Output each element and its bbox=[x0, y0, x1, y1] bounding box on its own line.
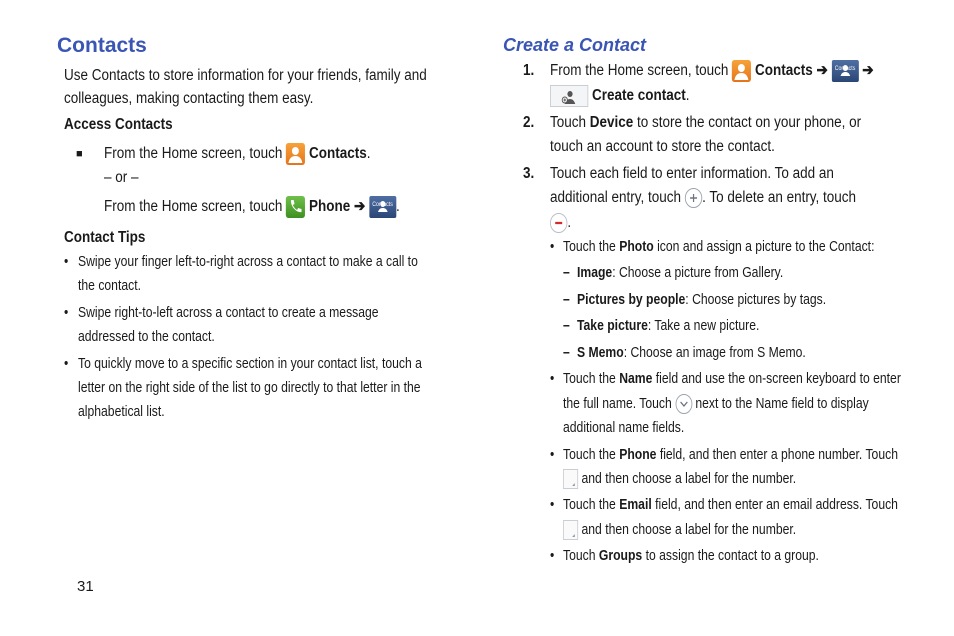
contacts-tab-icon: Contacts bbox=[369, 196, 396, 218]
tip-1-line-2: the contact. bbox=[78, 278, 141, 294]
intro-line-1: Use Contacts to store information for your friends, family and bbox=[64, 67, 427, 84]
photo-bullet: Touch the Photo icon and assign a picture to the Contact: bbox=[563, 239, 875, 255]
access-step-1: From the Home screen, touch Contacts. bbox=[104, 142, 370, 166]
contacts-app-icon bbox=[732, 60, 751, 82]
step-1-line-2: Create contact. bbox=[550, 84, 689, 108]
tips-heading: Contact Tips bbox=[64, 229, 146, 246]
dash: – bbox=[563, 292, 570, 308]
access-heading: Access Contacts bbox=[64, 116, 173, 133]
add-entry-icon bbox=[685, 188, 702, 208]
step-3-line-2: additional entry, touch . To delete an entry, touch bbox=[550, 189, 857, 206]
email-bullet-line-1: Touch the Email field, and then enter an email address. Touch bbox=[563, 497, 898, 513]
add-contact-icon bbox=[550, 85, 588, 107]
arrow-icon: ➔ bbox=[816, 62, 828, 79]
name-bullet-line-3: additional name fields. bbox=[563, 420, 685, 436]
tip-3-line-1: To quickly move to a specific section in your contact list, touch a bbox=[78, 356, 422, 372]
tip-1-line-1: Swipe your finger left-to-right across a contact to make a call to bbox=[78, 254, 418, 270]
step-3-number: 3. bbox=[523, 165, 535, 182]
tip-3-line-3: alphabetical list. bbox=[78, 404, 165, 420]
tip-2-line-1: Swipe right-to-left across a contact to create a message bbox=[78, 305, 379, 321]
access-step-2: From the Home screen, touch Phone ➔ Contacts . bbox=[104, 195, 400, 219]
tip-3-line-2: letter on the right side of the list to go directly to that letter in the bbox=[78, 380, 421, 396]
tip-2-line-2: addressed to the contact. bbox=[78, 329, 215, 345]
contacts-app-icon bbox=[286, 143, 305, 165]
step-1-line-1: From the Home screen, touch Contacts ➔ Contacts ➔ bbox=[550, 59, 874, 83]
page-title: Contacts bbox=[57, 34, 147, 57]
arrow-icon: ➔ bbox=[353, 198, 366, 215]
step-2-line-2: touch an account to store the contact. bbox=[550, 138, 775, 155]
step-3-line-3: . bbox=[550, 211, 571, 235]
step-2-number: 2. bbox=[523, 114, 535, 131]
groups-bullet: Touch Groups to assign the contact to a group. bbox=[563, 548, 819, 564]
sub-bullet: • bbox=[550, 447, 555, 463]
dash: – bbox=[563, 345, 570, 361]
intro-line-2: colleagues, making contacting them easy. bbox=[64, 90, 314, 107]
phone-app-icon bbox=[286, 196, 305, 218]
step-1-number: 1. bbox=[523, 62, 535, 79]
sub-bullet: • bbox=[550, 371, 555, 387]
sub-bullet: • bbox=[550, 239, 555, 255]
tip-bullet: • bbox=[64, 305, 69, 321]
name-bullet-line-1: Touch the Name field and use the on-screen keyboard to enter bbox=[563, 371, 901, 387]
dash: – bbox=[563, 265, 570, 281]
label-dropdown-icon bbox=[563, 469, 578, 489]
sub-bullet: • bbox=[550, 497, 555, 513]
image-option: Image: Choose a picture from Gallery. bbox=[577, 265, 784, 281]
phone-bullet-line-2: and then choose a label for the number. bbox=[563, 467, 796, 491]
delete-entry-icon bbox=[550, 213, 567, 233]
s-memo-option: S Memo: Choose an image from S Memo. bbox=[577, 345, 806, 361]
contacts-tab-icon: Contacts bbox=[832, 60, 859, 82]
tip-bullet: • bbox=[64, 254, 69, 270]
page-number: 31 bbox=[77, 578, 94, 595]
step-3-line-1: Touch each field to enter information. To add an bbox=[550, 165, 834, 182]
arrow-icon: ➔ bbox=[862, 62, 874, 79]
step-2-line-1: Touch Device to store the contact on your phone, or bbox=[550, 114, 862, 131]
name-bullet-line-2: the full name. Touch next to the Name field to display bbox=[563, 392, 869, 416]
sub-bullet: • bbox=[550, 548, 555, 564]
email-bullet-line-2: and then choose a label for the number. bbox=[563, 518, 796, 542]
or-separator: – or – bbox=[104, 169, 139, 186]
label-dropdown-icon bbox=[563, 520, 578, 540]
pictures-by-people-option: Pictures by people: Choose pictures by tags. bbox=[577, 292, 827, 308]
expand-name-icon bbox=[675, 394, 692, 414]
section-title: Create a Contact bbox=[503, 35, 647, 55]
tip-bullet: • bbox=[64, 356, 69, 372]
take-picture-option: Take picture: Take a new picture. bbox=[577, 318, 760, 334]
phone-bullet-line-1: Touch the Phone field, and then enter a phone number. Touch bbox=[563, 447, 898, 463]
square-bullet: ■ bbox=[76, 148, 83, 160]
dash: – bbox=[563, 318, 570, 334]
